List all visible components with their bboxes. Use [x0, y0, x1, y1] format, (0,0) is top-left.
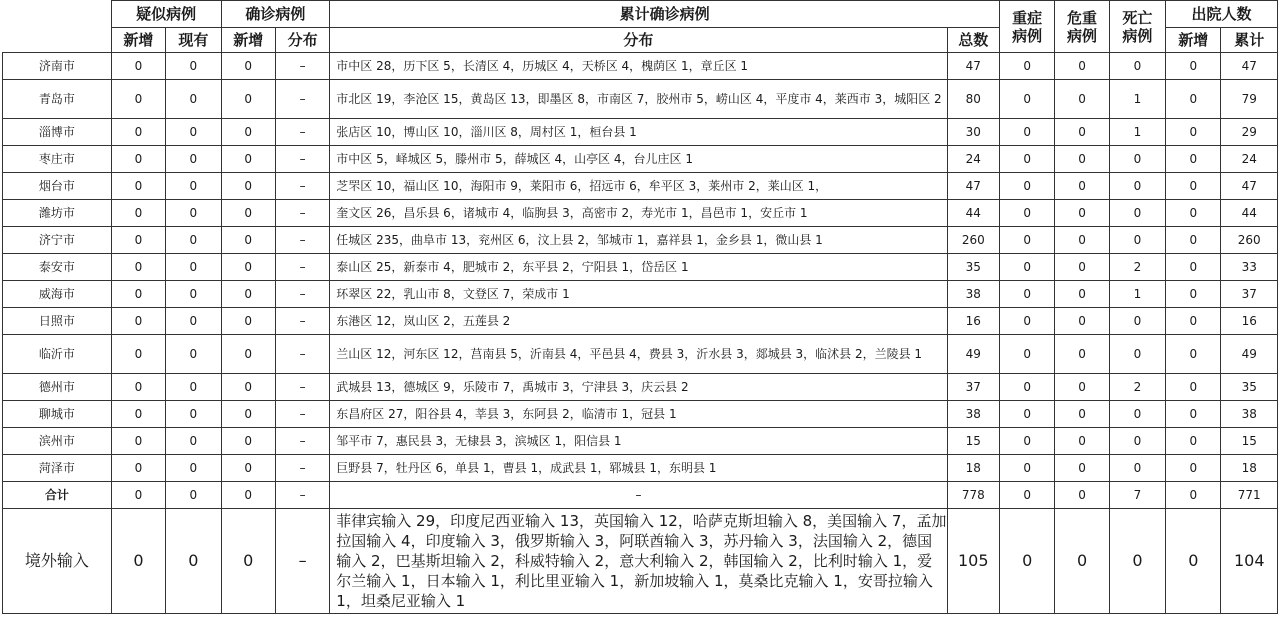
critical-cell: 0 — [1055, 173, 1109, 200]
header-discharged: 出院人数 — [1166, 1, 1278, 28]
severe-cell: 0 — [999, 80, 1054, 119]
severe-cell: 0 — [999, 401, 1054, 428]
city-cell: 烟台市 — [3, 173, 112, 200]
distribution-cell: 任城区 235，曲阜市 13，兖州区 6，汶上县 2，邹城市 1，嘉祥县 1，金乡县 1，微山县 1 — [330, 227, 947, 254]
confirmed-new-cell: 0 — [221, 374, 275, 401]
header-confirmed-new: 新增 — [221, 28, 275, 53]
table-row — [3, 80, 1278, 119]
city-cell: 日照市 — [3, 308, 112, 335]
confirmed-distribution-cell: – — [275, 335, 329, 374]
severe-cell: 0 — [999, 428, 1054, 455]
confirmed-distribution-cell: – — [275, 200, 329, 227]
suspected-existing-cell: 0 — [166, 482, 221, 509]
confirmed-distribution-cell: – — [275, 119, 329, 146]
distribution-cell: 张店区 10，博山区 10，淄川区 8，周村区 1，桓台县 1 — [330, 119, 947, 146]
confirmed-new-cell: 0 — [221, 119, 275, 146]
discharged-new-cell: 0 — [1166, 119, 1221, 146]
total-cell: 35 — [947, 254, 999, 281]
city-cell: 威海市 — [3, 281, 112, 308]
total-cell: 37 — [947, 374, 999, 401]
total-cell: 24 — [947, 146, 999, 173]
total-cell: 44 — [947, 200, 999, 227]
table-row — [3, 146, 1278, 173]
confirmed-new-cell: 0 — [221, 80, 275, 119]
critical-cell: 0 — [1055, 401, 1109, 428]
death-cell: 0 — [1109, 455, 1165, 482]
confirmed-distribution-cell: – — [275, 482, 329, 509]
suspected-new-cell: 0 — [111, 173, 165, 200]
city-cell: 菏泽市 — [3, 455, 112, 482]
confirmed-distribution-cell: – — [275, 53, 329, 80]
discharged-cumulative-cell: 260 — [1221, 227, 1278, 254]
table-row — [3, 173, 1278, 200]
death-cell: 0 — [1109, 401, 1165, 428]
suspected-existing-cell: 0 — [166, 281, 221, 308]
distribution-cell: 泰山区 25，新泰市 4，肥城市 2，东平县 2，宁阳县 1，岱岳区 1 — [330, 254, 947, 281]
discharged-cumulative-cell: 104 — [1221, 509, 1278, 614]
discharged-cumulative-cell: 44 — [1221, 200, 1278, 227]
table-row — [3, 119, 1278, 146]
city-cell: 境外输入 — [3, 509, 112, 614]
table-row — [3, 53, 1278, 80]
discharged-cumulative-cell: 771 — [1221, 482, 1278, 509]
confirmed-distribution-cell: – — [275, 173, 329, 200]
discharged-cumulative-cell: 33 — [1221, 254, 1278, 281]
severe-cell: 0 — [999, 254, 1054, 281]
confirmed-distribution-cell: – — [275, 146, 329, 173]
confirmed-distribution-cell: – — [275, 308, 329, 335]
total-cell: 30 — [947, 119, 999, 146]
discharged-cumulative-cell: 29 — [1221, 119, 1278, 146]
suspected-new-cell: 0 — [111, 509, 165, 614]
confirmed-distribution-cell: – — [275, 281, 329, 308]
discharged-cumulative-cell: 47 — [1221, 53, 1278, 80]
header-cumulative-distribution: 分布 — [330, 28, 947, 53]
abroad-row — [3, 509, 1278, 614]
confirmed-new-cell: 0 — [221, 200, 275, 227]
city-cell: 泰安市 — [3, 254, 112, 281]
severe-cell: 0 — [999, 200, 1054, 227]
city-cell: 济南市 — [3, 53, 112, 80]
table-row — [3, 227, 1278, 254]
confirmed-new-cell: 0 — [221, 53, 275, 80]
death-cell: 1 — [1109, 119, 1165, 146]
discharged-new-cell: 0 — [1166, 254, 1221, 281]
suspected-existing-cell: 0 — [166, 509, 221, 614]
table-row — [3, 335, 1278, 374]
header-confirmed-distribution: 分布 — [275, 28, 329, 53]
death-cell: 0 — [1109, 53, 1165, 80]
covid-case-table — [2, 0, 1278, 614]
critical-cell: 0 — [1055, 254, 1109, 281]
death-cell: 0 — [1109, 428, 1165, 455]
confirmed-new-cell: 0 — [221, 335, 275, 374]
death-cell: 1 — [1109, 281, 1165, 308]
city-cell: 济宁市 — [3, 227, 112, 254]
total-cell: 16 — [947, 308, 999, 335]
total-cell: 49 — [947, 335, 999, 374]
confirmed-new-cell: 0 — [221, 455, 275, 482]
severe-cell: 0 — [999, 335, 1054, 374]
distribution-cell: 兰山区 12，河东区 12，莒南县 5，沂南县 4，平邑县 4，费县 3，沂水县 3，郯城县 3，临沭县 2，兰陵县 1 — [330, 335, 947, 374]
total-cell: 15 — [947, 428, 999, 455]
critical-cell: 0 — [1055, 308, 1109, 335]
header-discharged-new: 新增 — [1166, 28, 1221, 53]
header-cumulative: 累计确诊病例 — [330, 1, 1000, 28]
discharged-cumulative-cell: 49 — [1221, 335, 1278, 374]
total-cell: 38 — [947, 281, 999, 308]
confirmed-new-cell: 0 — [221, 227, 275, 254]
suspected-existing-cell: 0 — [166, 80, 221, 119]
suspected-existing-cell: 0 — [166, 200, 221, 227]
suspected-existing-cell: 0 — [166, 401, 221, 428]
distribution-cell: 菲律宾输入 29，印度尼西亚输入 13，英国输入 12，哈萨克斯坦输入 8，美国输入 7，孟加拉国输入 4，印度输入 3，俄罗斯输入 3，阿联酋输入 3，苏丹输入 3，法国输入 2，德国输入 2，巴基斯坦输入 2，科威特输入 2，意大利输入 2，韩国输入 2，比利时输入 1，爱尔兰输入 1，日本输入 1，利比里亚输入 1，新加坡输入 1，莫桑比克输入 1，安哥拉输入 1，坦桑尼亚输入 1 — [330, 509, 947, 614]
suspected-new-cell: 0 — [111, 374, 165, 401]
discharged-cumulative-cell: 18 — [1221, 455, 1278, 482]
death-cell: 7 — [1109, 482, 1165, 509]
table-row — [3, 200, 1278, 227]
discharged-cumulative-cell: 15 — [1221, 428, 1278, 455]
suspected-existing-cell: 0 — [166, 146, 221, 173]
suspected-new-cell: 0 — [111, 428, 165, 455]
confirmed-new-cell: 0 — [221, 308, 275, 335]
discharged-new-cell: 0 — [1166, 281, 1221, 308]
death-cell: 0 — [1109, 146, 1165, 173]
distribution-cell: 东昌府区 27，阳谷县 4，莘县 3，东阿县 2，临清市 1，冠县 1 — [330, 401, 947, 428]
confirmed-distribution-cell: – — [275, 80, 329, 119]
severe-cell: 0 — [999, 281, 1054, 308]
confirmed-new-cell: 0 — [221, 428, 275, 455]
death-cell: 0 — [1109, 200, 1165, 227]
distribution-cell: 市中区 28，历下区 5，长清区 4，历城区 4，天桥区 4，槐荫区 1，章丘区 1 — [330, 53, 947, 80]
header-confirmed: 确诊病例 — [221, 1, 330, 28]
severe-cell: 0 — [999, 509, 1054, 614]
city-cell: 淄博市 — [3, 119, 112, 146]
suspected-new-cell: 0 — [111, 455, 165, 482]
death-cell: 0 — [1109, 227, 1165, 254]
critical-cell: 0 — [1055, 146, 1109, 173]
critical-cell: 0 — [1055, 281, 1109, 308]
discharged-new-cell: 0 — [1166, 173, 1221, 200]
suspected-new-cell: 0 — [111, 401, 165, 428]
distribution-cell: 市中区 5，峄城区 5，滕州市 5，薛城区 4，山亭区 4，台儿庄区 1 — [330, 146, 947, 173]
total-cell: 47 — [947, 53, 999, 80]
table-row — [3, 401, 1278, 428]
discharged-new-cell: 0 — [1166, 401, 1221, 428]
critical-cell: 0 — [1055, 80, 1109, 119]
table-row — [3, 254, 1278, 281]
confirmed-distribution-cell: – — [275, 455, 329, 482]
city-cell: 德州市 — [3, 374, 112, 401]
critical-cell: 0 — [1055, 428, 1109, 455]
header-death: 死亡病例 — [1109, 1, 1165, 53]
distribution-cell: 市北区 19，李沧区 15，黄岛区 13，即墨区 8，市南区 7，胶州市 5，崂山区 4，平度市 4，莱西市 3，城阳区 2 — [330, 80, 947, 119]
death-cell: 0 — [1109, 335, 1165, 374]
total-cell: 778 — [947, 482, 999, 509]
distribution-cell: 邹平市 7，惠民县 3，无棣县 3，滨城区 1，阳信县 1 — [330, 428, 947, 455]
table-row — [3, 281, 1278, 308]
header-critical: 危重病例 — [1055, 1, 1109, 53]
distribution-cell: 奎文区 26，昌乐县 6，诸城市 4，临朐县 3，高密市 2，寿光市 1，昌邑市 1，安丘市 1 — [330, 200, 947, 227]
table-row — [3, 308, 1278, 335]
discharged-cumulative-cell: 47 — [1221, 173, 1278, 200]
severe-cell: 0 — [999, 482, 1054, 509]
total-cell: 80 — [947, 80, 999, 119]
city-cell: 临沂市 — [3, 335, 112, 374]
suspected-existing-cell: 0 — [166, 254, 221, 281]
total-cell: 47 — [947, 173, 999, 200]
header-suspected: 疑似病例 — [111, 1, 221, 28]
discharged-new-cell: 0 — [1166, 227, 1221, 254]
distribution-cell: 武城县 13，德城区 9，乐陵市 7，禹城市 3，宁津县 3，庆云县 2 — [330, 374, 947, 401]
severe-cell: 0 — [999, 374, 1054, 401]
confirmed-distribution-cell: – — [275, 227, 329, 254]
city-cell: 青岛市 — [3, 80, 112, 119]
header-suspected-existing: 现有 — [166, 28, 221, 53]
confirmed-distribution-cell: – — [275, 509, 329, 614]
corner-cell — [3, 1, 112, 53]
discharged-cumulative-cell: 38 — [1221, 401, 1278, 428]
table-header — [3, 1, 1278, 53]
suspected-existing-cell: 0 — [166, 53, 221, 80]
critical-cell: 0 — [1055, 335, 1109, 374]
discharged-cumulative-cell: 79 — [1221, 80, 1278, 119]
distribution-cell: 巨野县 7，牡丹区 6，单县 1，曹县 1，成武县 1，郓城县 1，东明县 1 — [330, 455, 947, 482]
suspected-new-cell: 0 — [111, 482, 165, 509]
death-cell: 0 — [1109, 173, 1165, 200]
distribution-cell: 芝罘区 10，福山区 10，海阳市 9，莱阳市 6，招远市 6，牟平区 3，莱州市 2，莱山区 1， — [330, 173, 947, 200]
total-cell: 38 — [947, 401, 999, 428]
total-cell: 18 — [947, 455, 999, 482]
suspected-new-cell: 0 — [111, 119, 165, 146]
table-row — [3, 428, 1278, 455]
suspected-existing-cell: 0 — [166, 308, 221, 335]
critical-cell: 0 — [1055, 53, 1109, 80]
confirmed-new-cell: 0 — [221, 482, 275, 509]
death-cell: 2 — [1109, 254, 1165, 281]
critical-cell: 0 — [1055, 482, 1109, 509]
discharged-new-cell: 0 — [1166, 146, 1221, 173]
confirmed-new-cell: 0 — [221, 401, 275, 428]
death-cell: 2 — [1109, 374, 1165, 401]
severe-cell: 0 — [999, 53, 1054, 80]
city-cell: 合计 — [3, 482, 112, 509]
discharged-new-cell: 0 — [1166, 53, 1221, 80]
discharged-new-cell: 0 — [1166, 455, 1221, 482]
suspected-existing-cell: 0 — [166, 173, 221, 200]
city-cell: 滨州市 — [3, 428, 112, 455]
discharged-new-cell: 0 — [1166, 482, 1221, 509]
severe-cell: 0 — [999, 119, 1054, 146]
confirmed-distribution-cell: – — [275, 401, 329, 428]
confirmed-new-cell: 0 — [221, 173, 275, 200]
suspected-new-cell: 0 — [111, 254, 165, 281]
discharged-new-cell: 0 — [1166, 509, 1221, 614]
death-cell: 0 — [1109, 509, 1165, 614]
critical-cell: 0 — [1055, 200, 1109, 227]
confirmed-new-cell: 0 — [221, 281, 275, 308]
discharged-cumulative-cell: 16 — [1221, 308, 1278, 335]
critical-cell: 0 — [1055, 119, 1109, 146]
discharged-cumulative-cell: 24 — [1221, 146, 1278, 173]
city-cell: 枣庄市 — [3, 146, 112, 173]
death-cell: 1 — [1109, 80, 1165, 119]
discharged-new-cell: 0 — [1166, 308, 1221, 335]
header-cumulative-total: 总数 — [947, 28, 999, 53]
suspected-new-cell: 0 — [111, 335, 165, 374]
suspected-new-cell: 0 — [111, 200, 165, 227]
critical-cell: 0 — [1055, 509, 1109, 614]
confirmed-new-cell: 0 — [221, 146, 275, 173]
death-cell: 0 — [1109, 308, 1165, 335]
city-cell: 潍坊市 — [3, 200, 112, 227]
table-row — [3, 455, 1278, 482]
discharged-new-cell: 0 — [1166, 428, 1221, 455]
suspected-new-cell: 0 — [111, 53, 165, 80]
discharged-new-cell: 0 — [1166, 374, 1221, 401]
table-row — [3, 374, 1278, 401]
total-cell: 260 — [947, 227, 999, 254]
critical-cell: 0 — [1055, 455, 1109, 482]
discharged-new-cell: 0 — [1166, 80, 1221, 119]
critical-cell: 0 — [1055, 374, 1109, 401]
suspected-new-cell: 0 — [111, 227, 165, 254]
discharged-new-cell: 0 — [1166, 200, 1221, 227]
suspected-new-cell: 0 — [111, 308, 165, 335]
suspected-new-cell: 0 — [111, 281, 165, 308]
suspected-existing-cell: 0 — [166, 227, 221, 254]
suspected-new-cell: 0 — [111, 80, 165, 119]
total-row — [3, 482, 1278, 509]
suspected-existing-cell: 0 — [166, 428, 221, 455]
discharged-new-cell: 0 — [1166, 335, 1221, 374]
distribution-cell: 东港区 12，岚山区 2，五莲县 2 — [330, 308, 947, 335]
total-cell: 105 — [947, 509, 999, 614]
discharged-cumulative-cell: 37 — [1221, 281, 1278, 308]
suspected-existing-cell: 0 — [166, 455, 221, 482]
confirmed-distribution-cell: – — [275, 254, 329, 281]
city-cell: 聊城市 — [3, 401, 112, 428]
header-discharged-cumulative: 累计 — [1221, 28, 1278, 53]
severe-cell: 0 — [999, 455, 1054, 482]
distribution-cell: 环翠区 22，乳山市 8，文登区 7，荣成市 1 — [330, 281, 947, 308]
suspected-existing-cell: 0 — [166, 374, 221, 401]
header-severe: 重症病例 — [999, 1, 1054, 53]
suspected-existing-cell: 0 — [166, 335, 221, 374]
header-suspected-new: 新增 — [111, 28, 165, 53]
confirmed-distribution-cell: – — [275, 428, 329, 455]
confirmed-new-cell: 0 — [221, 254, 275, 281]
suspected-existing-cell: 0 — [166, 119, 221, 146]
table-body — [3, 53, 1278, 614]
severe-cell: 0 — [999, 173, 1054, 200]
severe-cell: 0 — [999, 146, 1054, 173]
critical-cell: 0 — [1055, 227, 1109, 254]
confirmed-new-cell: 0 — [221, 509, 275, 614]
severe-cell: 0 — [999, 227, 1054, 254]
discharged-cumulative-cell: 35 — [1221, 374, 1278, 401]
severe-cell: 0 — [999, 308, 1054, 335]
distribution-cell: – — [330, 482, 947, 509]
confirmed-distribution-cell: – — [275, 374, 329, 401]
suspected-new-cell: 0 — [111, 146, 165, 173]
